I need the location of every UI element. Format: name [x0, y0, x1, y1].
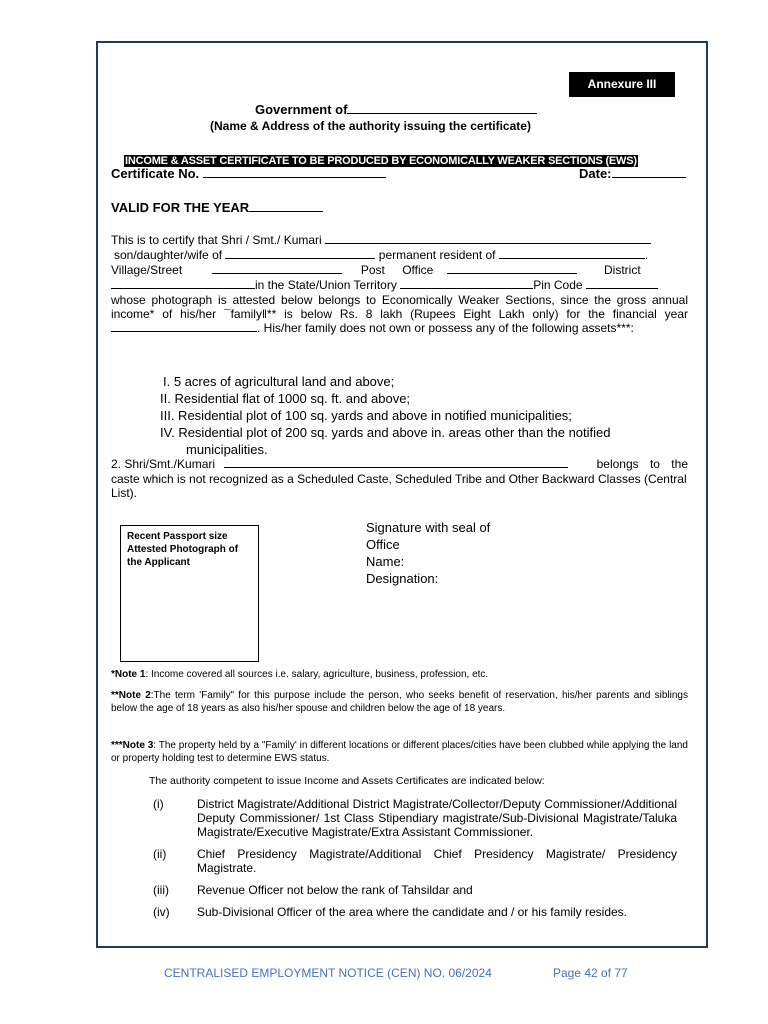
certificate-banner-text: INCOME & ASSET CERTIFICATE TO BE PRODUCED BY ECONOMICALLY WEAKER SECTIONS (EWS): [125, 155, 637, 167]
asset-item: municipalities.: [186, 442, 268, 457]
government-of-line: [255, 102, 537, 117]
pin-label: Pin Code: [533, 278, 583, 292]
designation-label: Designation:: [366, 571, 439, 586]
asset-item: I. 5 acres of agricultural land and above;: [163, 374, 395, 389]
name-blank: [325, 233, 651, 244]
authority-number: (iv): [153, 905, 170, 919]
certificate-no-line: [111, 166, 386, 181]
relation-blank: [225, 248, 375, 259]
government-of-label: Government of: [255, 102, 348, 117]
asset-list: [160, 373, 611, 458]
valid-year-blank: [249, 201, 323, 212]
authority-text: Chief Presidency Magistrate/Additional Chief Presidency Magistrate/ Presidency Magistrate.: [197, 847, 677, 875]
note-label: *Note 1: [111, 669, 146, 680]
footer-notice: CENTRALISED EMPLOYMENT NOTICE (CEN) NO. 06/2024: [164, 966, 492, 980]
government-blank: [347, 103, 537, 114]
authority-number: (iii): [153, 883, 169, 897]
authority-line: (Name & Address of the authority issuing the certificate): [210, 119, 531, 133]
date-line: [579, 166, 686, 181]
village-label: Village/Street: [111, 263, 183, 277]
authority-list: [153, 797, 677, 927]
note-text: :The term 'Family" for this purpose include the person, who seeks benefit of reservation, his/her parents and siblings below the age of 18 years as also his/her spouse and children below the age of 18 years.: [111, 690, 688, 714]
income-text: whose photograph is attested below belongs to Economically Weaker Sections, since the gross annual income* of his/her ¯family‖** is below Rs. 8 lakh (Rupees Eight Lakh only) for the financial year: [111, 293, 688, 321]
authority-text: Sub-Divisional Officer of the area where the candidate and / or his family resides.: [197, 905, 627, 919]
financial-year-blank: [111, 321, 257, 332]
note-3: [111, 740, 688, 765]
state-label: in the State/Union Territory: [255, 278, 397, 292]
note-label: ***Note 3: [111, 740, 154, 751]
authority-item: [153, 883, 677, 897]
authority-number: (ii): [153, 847, 167, 861]
income-paragraph: [111, 293, 688, 335]
note-text: : Income covered all sources i.e. salary, agriculture, business, profession, etc.: [145, 669, 489, 680]
footer-page-number: Page 42 of 77: [553, 966, 628, 980]
caste-end: belongs to the: [596, 457, 688, 471]
pin-blank: [586, 278, 658, 289]
valid-year-line: [111, 200, 323, 215]
caste-name-blank: [224, 457, 568, 468]
authority-text: Revenue Officer not below the rank of Tahsildar and: [197, 883, 473, 897]
caste-line: [111, 457, 688, 471]
resident-label: permanent resident of: [378, 248, 496, 262]
authority-number: (i): [153, 797, 164, 811]
date-blank: [612, 167, 686, 178]
note-1: [111, 669, 688, 682]
relation-line: [114, 248, 648, 262]
note-label: **Note 2: [111, 690, 151, 701]
note-text: : The property held by a "Family' in different locations or different places/cities have been clubbed while applying the land or property holding test to determine EWS status.: [111, 740, 688, 764]
name-label: Name:: [366, 554, 405, 569]
resident-period: .: [644, 248, 649, 262]
valid-year-label: VALID FOR THE YEAR: [111, 200, 250, 215]
district-blank: [111, 278, 255, 289]
asset-item: II. Residential flat of 1000 sq. ft. and above;: [160, 391, 411, 406]
signature-label: Signature with seal of: [366, 520, 491, 535]
signature-block: [366, 519, 490, 587]
caste-start: 2. Shri/Smt./Kumari: [111, 457, 216, 471]
authority-text: District Magistrate/Additional District Magistrate/Collector/Deputy Commissioner/Additional Deputy Commissioner/ 1st Class Stipendiary magistrate/Sub-Divisional Magistrate/Taluka Magistrate/Executive Magistrate/Extra Assistant Commissioner.: [197, 797, 677, 839]
income-text-end: . His/her family does not own or possess any of the following assets***:: [257, 321, 634, 335]
photo-box: Recent Passport size Attested Photograph of the Applicant: [120, 525, 259, 662]
certify-text: This is to certify that Shri / Smt./ Kumari: [111, 233, 322, 247]
village-blank: [212, 263, 342, 274]
certificate-no-label: Certificate No.: [111, 166, 200, 181]
state-line: [111, 278, 658, 292]
asset-item: IV. Residential plot of 200 sq. yards and above in. areas other than the notified: [160, 425, 611, 440]
office-label: Office: [366, 537, 400, 552]
annexure-label: Annexure III: [569, 72, 675, 97]
post-office-blank: [447, 263, 577, 274]
post-office-label: Post Office: [360, 263, 434, 277]
state-blank: [400, 278, 533, 289]
authority-item: [153, 905, 677, 919]
caste-paragraph: caste which is not recognized as a Scheduled Caste, Scheduled Tribe and Other Backward Classes (Central List).: [111, 472, 687, 500]
authority-item: [153, 847, 677, 875]
address-line: [111, 263, 641, 277]
authority-item: [153, 797, 677, 839]
asset-item: III. Residential plot of 100 sq. yards and above in notified municipalities;: [160, 408, 572, 423]
date-label: Date:: [579, 166, 612, 181]
certificate-no-blank: [203, 167, 386, 178]
authority-intro: The authority competent to issue Income and Assets Certificates are indicated below:: [149, 775, 545, 787]
resident-blank: [499, 248, 645, 259]
note-2: [111, 690, 688, 715]
district-label: District: [604, 263, 641, 277]
relation-label: son/daughter/wife of: [114, 248, 223, 262]
certify-line: [111, 233, 651, 247]
